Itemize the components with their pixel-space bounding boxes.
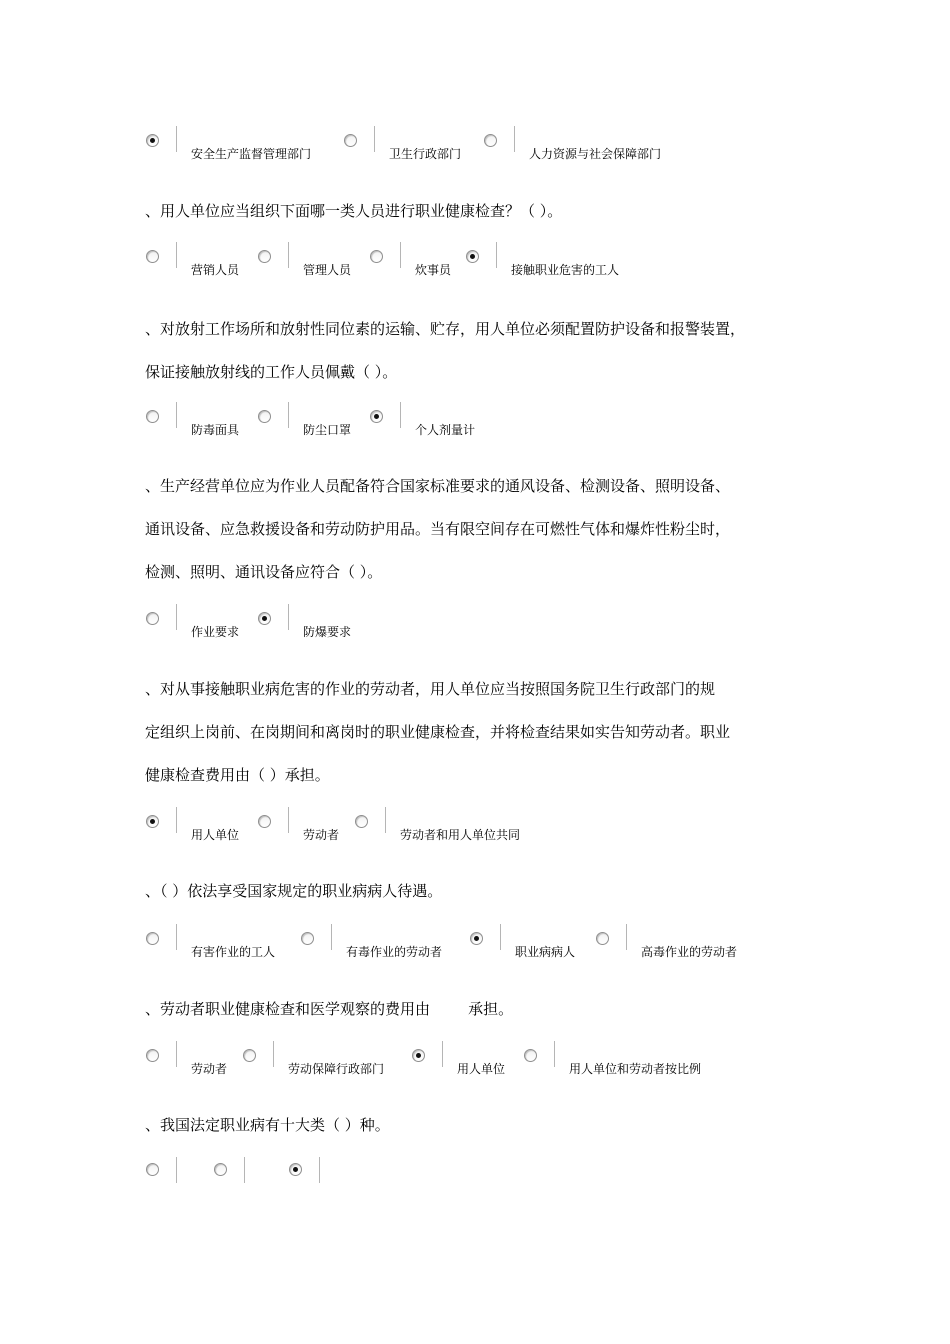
q5-option-4-label[interactable]: 高毒作业的劳动者 — [641, 945, 738, 959]
q1-option-2-label[interactable]: 管理人员 — [303, 263, 352, 277]
q1-text: 、用人单位应当组织下面哪一类人员进行职业健康检查？（ ）。 — [145, 202, 563, 220]
q4-text-line-1: 、对从事接触职业病危害的作业的劳动者，用人单位应当按照国务院卫生行政部门的规 — [145, 680, 716, 698]
separator — [288, 402, 289, 428]
separator — [288, 807, 289, 833]
q4-text-line-2: 定组织上岗前、在岗期间和离岗时的职业健康检查，并将检查结果如实告知劳动者。职业 — [145, 723, 731, 741]
separator — [554, 1041, 555, 1067]
q7-option-3-radio[interactable] — [289, 1163, 302, 1176]
q0-option-1-label[interactable]: 安全生产监督管理部门 — [191, 147, 312, 161]
separator — [176, 1041, 177, 1067]
q0-option-2-radio[interactable] — [344, 134, 357, 147]
q1-option-4-label[interactable]: 接触职业危害的工人 — [511, 263, 620, 277]
q3-option-2-radio[interactable] — [258, 612, 271, 625]
q0-options — [0, 124, 950, 184]
separator — [288, 604, 289, 630]
q7-option-2-radio[interactable] — [214, 1163, 227, 1176]
q4-options — [0, 805, 950, 865]
separator — [176, 242, 177, 268]
q3-option-1-radio[interactable] — [146, 612, 159, 625]
q1-option-3-label[interactable]: 炊事员 — [415, 263, 452, 277]
q0-option-2-label[interactable]: 卫生行政部门 — [389, 147, 462, 161]
separator — [442, 1041, 443, 1067]
q5-options — [0, 922, 950, 982]
q6-option-4-radio[interactable] — [524, 1049, 537, 1062]
q6-option-2-label[interactable]: 劳动保障行政部门 — [288, 1062, 385, 1076]
q6-option-4-label[interactable]: 用人单位和劳动者按比例 — [569, 1062, 702, 1076]
q6-option-3-label[interactable]: 用人单位 — [457, 1062, 506, 1076]
separator — [514, 126, 515, 152]
q7-text: 、我国法定职业病有十大类（ ）种。 — [145, 1116, 390, 1134]
q2-option-3-label[interactable]: 个人剂量计 — [415, 423, 476, 437]
separator — [273, 1041, 274, 1067]
q6-option-2-radio[interactable] — [243, 1049, 256, 1062]
q1-option-1-radio[interactable] — [146, 250, 159, 263]
q2-text-line-1: 、对放射工作场所和放射性同位素的运输、贮存，用人单位必须配置防护设备和报警装置， — [145, 320, 746, 338]
separator — [176, 126, 177, 152]
q0-option-3-radio[interactable] — [484, 134, 497, 147]
separator — [244, 1157, 245, 1183]
q4-text-line-3: 健康检查费用由（ ）承担。 — [145, 766, 330, 784]
separator — [400, 242, 401, 268]
separator — [496, 242, 497, 268]
q6-options — [0, 1039, 950, 1099]
separator — [176, 924, 177, 950]
q6-option-1-radio[interactable] — [146, 1049, 159, 1062]
q4-option-3-label[interactable]: 劳动者和用人单位共同 — [400, 828, 521, 842]
q3-text — [145, 465, 825, 594]
separator — [400, 402, 401, 428]
q4-text — [145, 668, 825, 797]
q5-option-3-radio[interactable] — [470, 932, 483, 945]
q5-option-1-radio[interactable] — [146, 932, 159, 945]
q1-option-2-radio[interactable] — [258, 250, 271, 263]
q2-option-1-label[interactable]: 防毒面具 — [191, 423, 240, 437]
q5-option-2-radio[interactable] — [301, 932, 314, 945]
q7-options — [0, 1157, 950, 1217]
q5-text: 、（ ）依法享受国家规定的职业病病人待遇。 — [145, 882, 443, 900]
separator — [319, 1157, 320, 1183]
q2-option-2-label[interactable]: 防尘口罩 — [303, 423, 352, 437]
q2-options — [0, 400, 950, 460]
q3-option-1-label[interactable]: 作业要求 — [191, 625, 240, 639]
q6-text: 、劳动者职业健康检查和医学观察的费用由 承担。 — [145, 1000, 514, 1018]
separator — [176, 807, 177, 833]
q4-option-2-label[interactable]: 劳动者 — [303, 828, 340, 842]
q1-option-1-label[interactable]: 营销人员 — [191, 263, 240, 277]
separator — [176, 1157, 177, 1183]
q4-option-1-label[interactable]: 用人单位 — [191, 828, 240, 842]
q1-options — [0, 240, 950, 300]
q3-option-2-label[interactable]: 防爆要求 — [303, 625, 352, 639]
q2-option-3-radio[interactable] — [370, 410, 383, 423]
separator — [176, 604, 177, 630]
q3-text-line-2: 通讯设备、应急救援设备和劳动防护用品。当有限空间存在可燃性气体和爆炸性粉尘时， — [145, 520, 731, 538]
separator — [331, 924, 332, 950]
q5-option-1-label[interactable]: 有害作业的工人 — [191, 945, 276, 959]
q5-option-4-radio[interactable] — [596, 932, 609, 945]
q1-option-3-radio[interactable] — [370, 250, 383, 263]
q4-option-3-radio[interactable] — [355, 815, 368, 828]
q2-text-line-2: 保证接触放射线的工作人员佩戴（ ）。 — [145, 363, 398, 381]
separator — [176, 402, 177, 428]
q2-option-1-radio[interactable] — [146, 410, 159, 423]
separator — [288, 242, 289, 268]
q2-option-2-radio[interactable] — [258, 410, 271, 423]
q3-text-line-1: 、生产经营单位应为作业人员配备符合国家标准要求的通风设备、检测设备、照明设备、 — [145, 477, 731, 495]
q2-text — [145, 308, 825, 394]
q4-option-2-radio[interactable] — [258, 815, 271, 828]
q3-options — [0, 602, 950, 662]
separator — [500, 924, 501, 950]
separator — [626, 924, 627, 950]
q6-option-3-radio[interactable] — [412, 1049, 425, 1062]
q1-option-4-radio[interactable] — [466, 250, 479, 263]
q7-option-1-radio[interactable] — [146, 1163, 159, 1176]
q6-option-1-label[interactable]: 劳动者 — [191, 1062, 228, 1076]
q0-option-3-label[interactable]: 人力资源与社会保障部门 — [529, 147, 662, 161]
q5-option-2-label[interactable]: 有毒作业的劳动者 — [346, 945, 443, 959]
q5-option-3-label[interactable]: 职业病病人 — [515, 945, 576, 959]
separator — [385, 807, 386, 833]
q3-text-line-3: 检测、照明、通讯设备应符合（ ）。 — [145, 563, 383, 581]
q0-option-1-radio[interactable] — [146, 134, 159, 147]
separator — [374, 126, 375, 152]
q4-option-1-radio[interactable] — [146, 815, 159, 828]
